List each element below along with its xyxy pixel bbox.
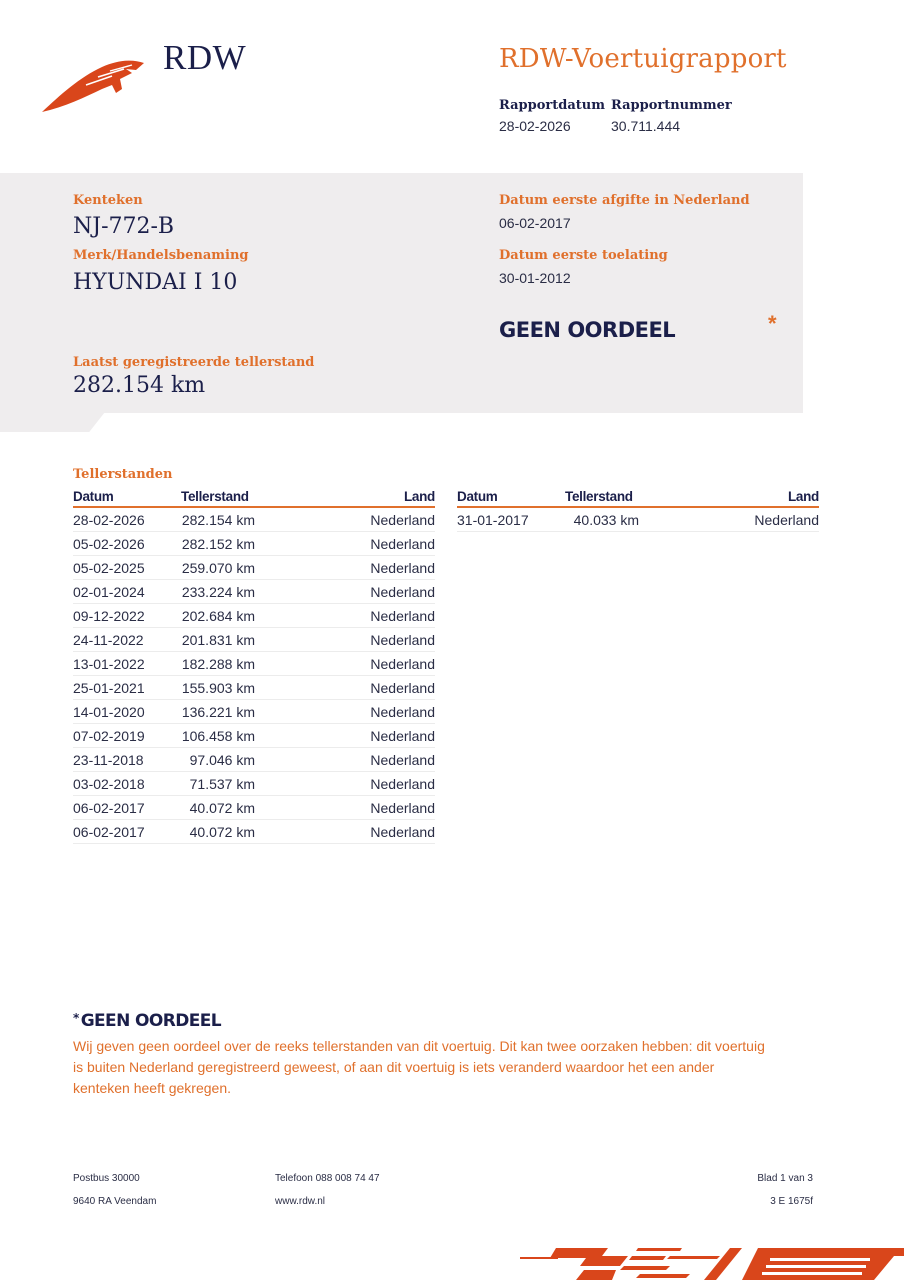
reading-date: 05-02-2026 bbox=[73, 535, 145, 552]
table-row bbox=[73, 700, 435, 724]
column-date: Datum bbox=[73, 489, 114, 504]
column-country: Land bbox=[403, 489, 435, 504]
reading-date: 31-01-2017 bbox=[457, 511, 529, 528]
reading-odometer: 40.072 km bbox=[189, 823, 255, 840]
footnote-heading: GEEN OORDEEL bbox=[80, 1011, 221, 1031]
table-row bbox=[73, 628, 435, 652]
table-row bbox=[457, 508, 819, 532]
report-number: 30.711.444 bbox=[611, 118, 681, 134]
brand-name: RDW bbox=[163, 38, 247, 77]
readings-table-left bbox=[73, 489, 435, 844]
footer-website-link[interactable]: www.rdw.nl bbox=[275, 1196, 326, 1207]
footer-address-line2: 9640 RA Veendam bbox=[73, 1196, 157, 1207]
reading-odometer: 259.070 km bbox=[181, 559, 255, 576]
reading-country: Nederland bbox=[370, 559, 435, 576]
footer-page-number: Blad 1 van 3 bbox=[757, 1173, 813, 1184]
table-row bbox=[73, 748, 435, 772]
first-admission-label: Datum eerste toelating bbox=[499, 248, 668, 263]
reading-odometer: 40.033 km bbox=[573, 511, 639, 528]
reading-date: 14-01-2020 bbox=[73, 703, 145, 720]
table-row bbox=[73, 508, 435, 532]
report-number-label: Rapportnummer bbox=[611, 98, 732, 113]
report-title: RDW-Voertuigrapport bbox=[499, 44, 787, 74]
reading-odometer: 282.152 km bbox=[181, 535, 255, 552]
reading-date: 13-01-2022 bbox=[73, 655, 145, 672]
reading-odometer: 233.224 km bbox=[181, 583, 255, 600]
reading-date: 06-02-2017 bbox=[73, 799, 145, 816]
reading-country: Nederland bbox=[370, 631, 435, 648]
readings-title: Tellerstanden bbox=[73, 467, 173, 482]
reading-country: Nederland bbox=[754, 511, 819, 528]
reading-country: Nederland bbox=[370, 751, 435, 768]
reading-date: 02-01-2024 bbox=[73, 583, 145, 600]
table-row bbox=[73, 580, 435, 604]
reading-date: 25-01-2021 bbox=[73, 679, 145, 696]
footnote-text: Wij geven geen oordeel over de reeks tellerstanden van dit voertuig. Dit kan twee oorzaken hebben: dit voertuig is buiten Nederland geregistreerd geweest, of aan dit voertuig is iets veranderd waardoor het een ander kenteken heeft gekregen. bbox=[73, 1038, 765, 1096]
odometer-value: 282.154 km bbox=[73, 373, 206, 398]
reading-odometer: 155.903 km bbox=[181, 679, 255, 696]
reading-date: 28-02-2026 bbox=[73, 511, 145, 528]
reading-country: Nederland bbox=[370, 823, 435, 840]
plate-label: Kenteken bbox=[73, 193, 143, 208]
reading-country: Nederland bbox=[370, 607, 435, 624]
reading-date: 23-11-2018 bbox=[73, 751, 144, 768]
odometer-label: Laatst geregistreerde tellerstand bbox=[73, 355, 315, 370]
footer-document-code: 3 E 1675f bbox=[770, 1196, 813, 1207]
reading-country: Nederland bbox=[370, 727, 435, 744]
reading-odometer: 202.684 km bbox=[181, 607, 255, 624]
footnote-marker: * bbox=[73, 1011, 79, 1025]
plate-value: NJ-772-B bbox=[73, 214, 175, 239]
table-row bbox=[73, 724, 435, 748]
report-date: 28-02-2026 bbox=[499, 118, 571, 134]
reading-country: Nederland bbox=[370, 511, 435, 528]
reading-date: 06-02-2017 bbox=[73, 823, 145, 840]
verdict-text: GEEN OORDEEL bbox=[499, 318, 676, 342]
reading-date: 03-02-2018 bbox=[73, 775, 145, 792]
panel-tab-decoration bbox=[0, 412, 105, 432]
first-issue-nl-value: 06-02-2017 bbox=[499, 215, 571, 231]
reading-odometer: 71.537 km bbox=[189, 775, 255, 792]
reading-odometer: 40.072 km bbox=[189, 799, 255, 816]
table-row bbox=[73, 676, 435, 700]
reading-country: Nederland bbox=[370, 775, 435, 792]
reading-odometer: 282.154 km bbox=[181, 511, 255, 528]
reading-date: 05-02-2025 bbox=[73, 559, 145, 576]
reading-odometer: 136.221 km bbox=[181, 703, 255, 720]
make-label: Merk/Handelsbenaming bbox=[73, 248, 249, 263]
first-admission-value: 30-01-2012 bbox=[499, 270, 571, 286]
verdict-footnote-marker: * bbox=[768, 311, 777, 336]
reading-odometer: 201.831 km bbox=[181, 631, 255, 648]
table-row bbox=[73, 556, 435, 580]
table-row bbox=[73, 604, 435, 628]
column-odometer: Tellerstand bbox=[565, 489, 633, 504]
reading-country: Nederland bbox=[370, 583, 435, 600]
table-row bbox=[73, 772, 435, 796]
reading-date: 07-02-2019 bbox=[73, 727, 145, 744]
column-odometer: Tellerstand bbox=[181, 489, 249, 504]
reading-country: Nederland bbox=[370, 535, 435, 552]
table-row bbox=[73, 820, 435, 844]
first-issue-nl-label: Datum eerste afgifte in Nederland bbox=[499, 193, 750, 208]
reading-country: Nederland bbox=[370, 703, 435, 720]
make-value: HYUNDAI I 10 bbox=[73, 270, 238, 295]
footnote-title bbox=[73, 1011, 221, 1031]
report-date-label: Rapportdatum bbox=[499, 98, 605, 113]
reading-country: Nederland bbox=[370, 655, 435, 672]
footer-phone: Telefoon 088 008 74 47 bbox=[275, 1173, 380, 1184]
reading-date: 09-12-2022 bbox=[73, 607, 145, 624]
reading-odometer: 97.046 km bbox=[189, 751, 255, 768]
reading-country: Nederland bbox=[370, 679, 435, 696]
table-row bbox=[73, 652, 435, 676]
table-header bbox=[73, 489, 435, 508]
footer-address-line1: Postbus 30000 bbox=[73, 1173, 140, 1184]
table-row bbox=[73, 796, 435, 820]
readings-table-right bbox=[457, 489, 819, 532]
reading-odometer: 182.288 km bbox=[181, 655, 255, 672]
table-header bbox=[457, 489, 819, 508]
table-row bbox=[73, 532, 435, 556]
rdw-logo-icon bbox=[40, 55, 150, 117]
column-date: Datum bbox=[457, 489, 498, 504]
reading-country: Nederland bbox=[370, 799, 435, 816]
rdw-stripe-graphic-icon bbox=[520, 1244, 904, 1280]
reading-odometer: 106.458 km bbox=[181, 727, 255, 744]
column-country: Land bbox=[787, 489, 819, 504]
reading-date: 24-11-2022 bbox=[73, 631, 144, 648]
